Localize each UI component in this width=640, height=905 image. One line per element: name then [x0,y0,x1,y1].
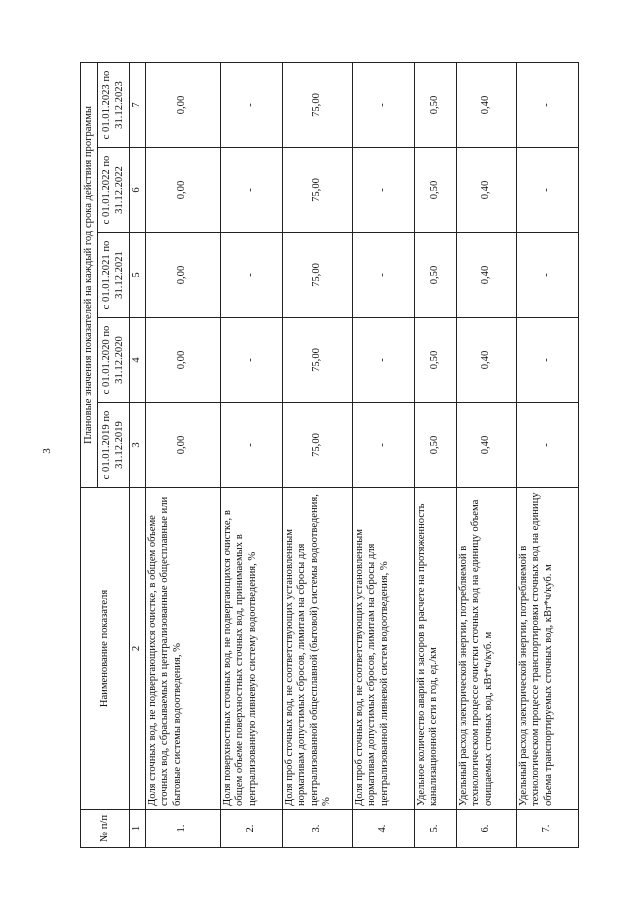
table-row [352,62,414,847]
indicator-value: 0,00 [145,148,220,233]
column-index: 1 [130,810,146,848]
table-row [414,62,456,847]
indicator-value: 0,00 [145,403,220,488]
indicator-value: 0,40 [456,62,516,147]
header-period: с 01.01.2023 по 31.12.2023 [98,62,130,147]
indicator-value: 0,50 [414,62,456,147]
indicator-name: Доля проб сточных вод, не соответствующих установленным нормативам допустимых сбросов, лимитам на сбросы для централизованной ливневой систем водоотведения, % [352,488,414,810]
indicator-value: 75,00 [282,403,352,488]
header-period: с 01.01.2019 по 31.12.2019 [98,403,130,488]
indicator-name: Доля сточных вод, не подвергающихся очистке, в общем объеме сточных вод, сбрасываемых в централизованные общесплавные или бытовые системы водоотведения, % [145,488,220,810]
indicator-value: - [352,62,414,147]
header-period: с 01.01.2022 по 31.12.2022 [98,148,130,233]
indicator-value: - [516,403,578,488]
indicator-name: Доля поверхностных сточных вод, не подвергающихся очистке, в общем объеме поверхностных сточных вод, принимаемых в централизованную ливневую систему водоотведения, % [220,488,282,810]
column-index: 5 [130,233,146,318]
indicator-value: 0,40 [456,148,516,233]
indicator-value: - [352,403,414,488]
row-number: 4. [352,810,414,848]
table-row [456,62,516,847]
indicator-name: Удельный расход электрической энергии, потребляемой в технологическом процессе очистки сточных вод на единицу объема очищаемых сточных вод, кВт*ч/куб. м [456,488,516,810]
row-number: 3. [282,810,352,848]
indicators-table [80,62,579,848]
table-row [145,62,220,847]
table-row [220,62,282,847]
indicator-value: 0,00 [145,233,220,318]
indicator-value: - [516,233,578,318]
indicator-value: 0,00 [145,62,220,147]
header-period: с 01.01.2020 по 31.12.2020 [98,318,130,403]
indicator-value: 0,50 [414,403,456,488]
table-row [516,62,578,847]
column-index: 2 [130,488,146,810]
header-num: № п/п [81,810,130,848]
indicator-name: Доля проб сточных вод, не соответствующих установленным нормативам допустимых сбросов, лимитам на сбросы для централизованной общесплавной (бытовой) системы водоотведения, % [282,488,352,810]
column-index: 6 [130,148,146,233]
indicator-value: 75,00 [282,62,352,147]
page-number: 3 [40,448,53,454]
indicator-value: - [352,318,414,403]
indicator-value: - [516,148,578,233]
row-number: 1. [145,810,220,848]
indicator-value: - [220,233,282,318]
indicator-value: - [220,62,282,147]
row-number: 2. [220,810,282,848]
indicator-value: - [220,318,282,403]
header-period: с 01.01.2021 по 31.12.2021 [98,233,130,318]
table-body [145,62,578,847]
column-index: 4 [130,318,146,403]
column-index: 3 [130,403,146,488]
row-number: 7. [516,810,578,848]
rotated-table-wrapper [80,63,554,848]
indicator-value: 75,00 [282,148,352,233]
indicator-name: Удельное количество аварий и засоров в расчете на протяженность канализационной сети в год, ед./км [414,488,456,810]
indicator-value: 0,00 [145,318,220,403]
row-number: 5. [414,810,456,848]
row-number: 6. [456,810,516,848]
indicator-value: 0,50 [414,318,456,403]
indicator-value: 0,50 [414,233,456,318]
table-row [282,62,352,847]
indicator-value: 0,40 [456,403,516,488]
indicator-value: - [352,148,414,233]
indicator-value: - [516,318,578,403]
indicator-name: Удельный расход электрической энергии, потребляемой в технологическом процессе транспортировки сточных вод на единицу объема транспортируемых сточных вод, кВт*ч/куб. м [516,488,578,810]
indicator-value: 0,40 [456,233,516,318]
header-name: Наименование показателя [81,488,130,810]
indicator-value: 75,00 [282,318,352,403]
indicator-value: 0,50 [414,148,456,233]
indicator-value: - [516,62,578,147]
indicator-value: 0,40 [456,318,516,403]
indicator-value: 75,00 [282,233,352,318]
header-planned: Плановые значения показателей на каждый год срока действия программы [81,62,98,487]
indicator-value: - [220,148,282,233]
indicator-value: - [352,233,414,318]
indicator-value: - [220,403,282,488]
column-index: 7 [130,62,146,147]
